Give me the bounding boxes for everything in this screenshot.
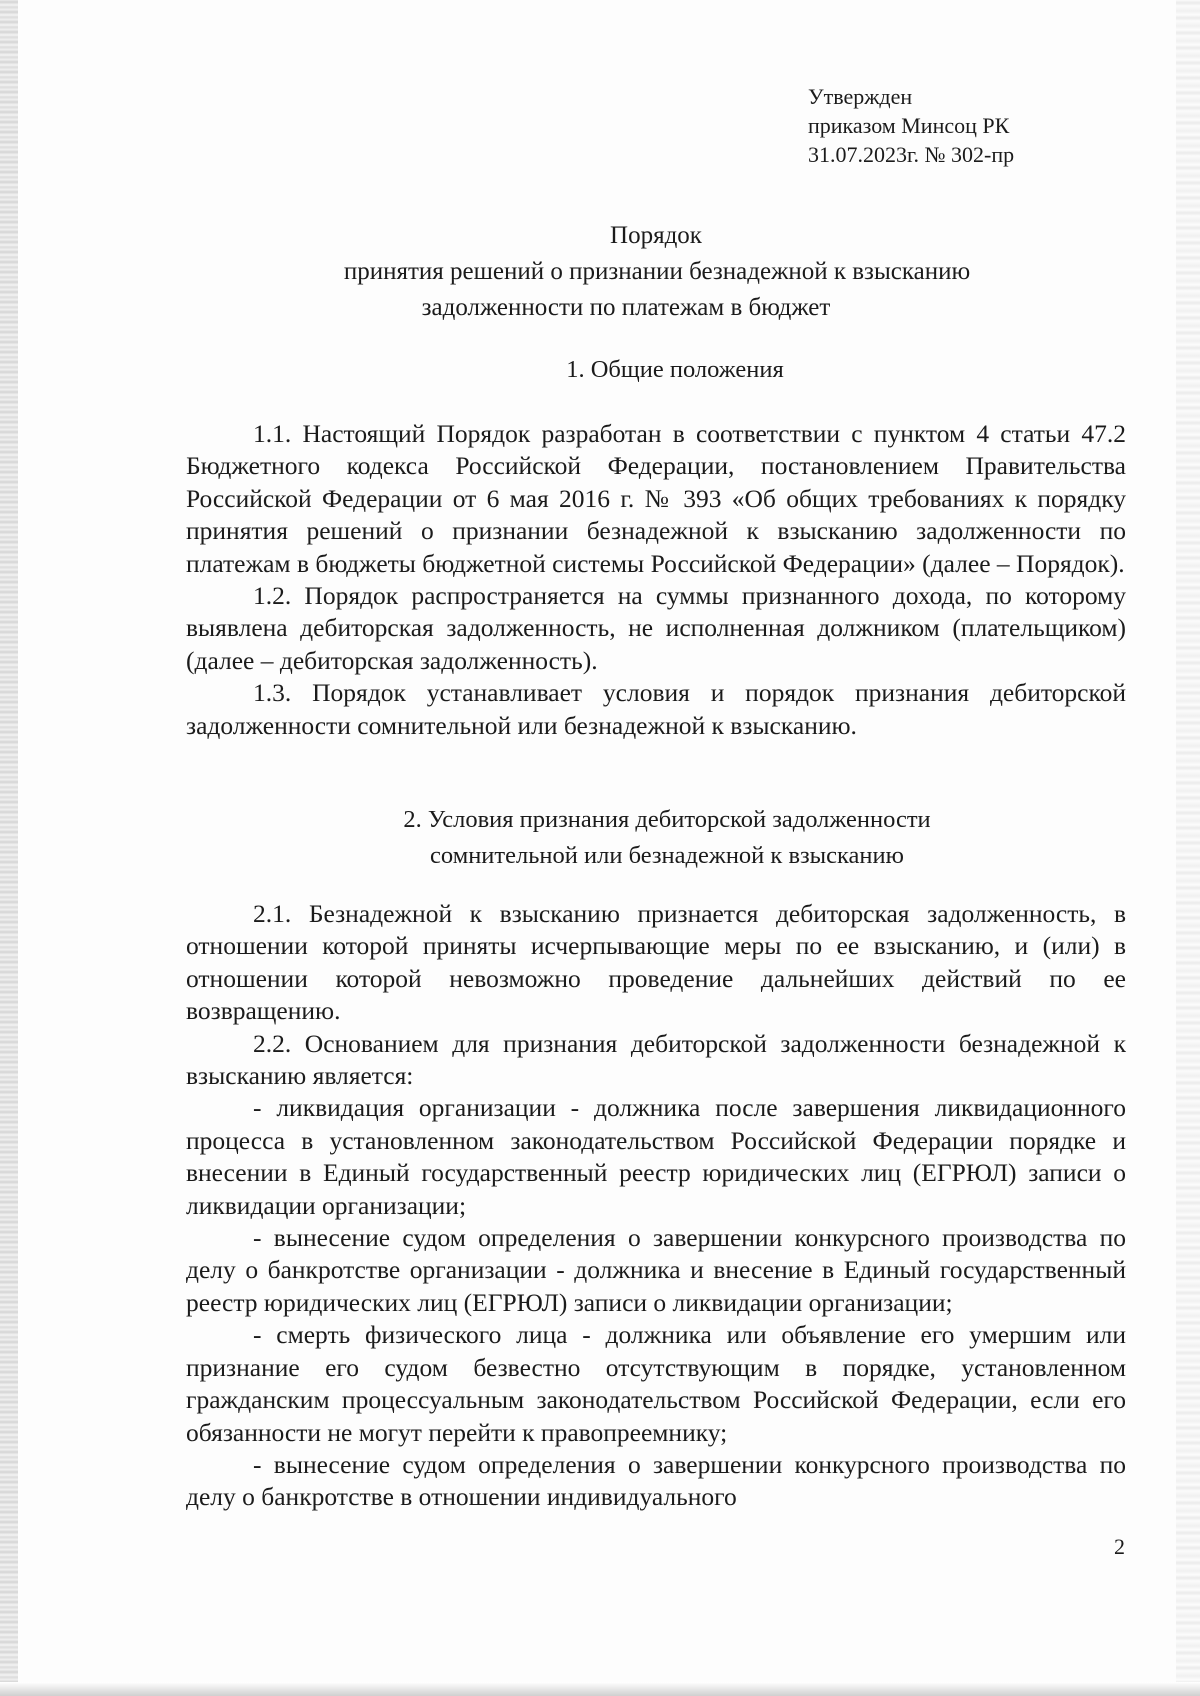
section-2-heading-line-1: 2. Условия признания дебиторской задолженности	[403, 806, 931, 833]
section-1-body	[186, 418, 1126, 742]
title-line-2: принятия решений о признании безнадежной к взысканию	[343, 258, 971, 285]
list-item-liquidation: - ликвидация организации - должника после завершения ликвидационного процесса в установленном законодательством Российской Федерации порядке и внесении в Единый государственный реестр юридических лиц (ЕГРЮЛ) записи о ликвидации организации;	[186, 1093, 1126, 1220]
paragraph-2-1: 2.1. Безнадежной к взысканию признается дебиторская задолженность, в отношении которой приняты исчерпывающие меры по ее взысканию, и (или) в отношении которой невозможно проведение дальнейших действий по ее возвращению.	[186, 899, 1126, 1026]
approval-line-1: Утвержден	[808, 84, 913, 109]
paragraph-1-1: 1.1. Настоящий Порядок разработан в соответствии с пунктом 4 статьи 47.2 Бюджетного кодекса Российской Федерации, постановлением Правительства Российской Федерации от 6 мая 2016 г. № 393 «Об общих требованиях к порядку принятия решений о признании безнадежной к взысканию задолженности по платежам в бюджеты бюджетной системы Российской Федерации» (далее – Порядок).	[186, 419, 1126, 578]
list-item-death: - смерть физического лица - должника или объявление его умершим или признание его судом безвестно отсутствующим в порядке, установленном гражданским процессуальным законодательством Российской Федерации, если его обязанности не могут перейти к правопреемнику;	[186, 1320, 1126, 1447]
approval-stamp	[808, 82, 1014, 169]
document-title	[186, 218, 1126, 326]
scan-edge-right	[1176, 0, 1200, 1696]
paragraph-2-2: 2.2. Основанием для признания дебиторской задолженности безнадежной к взысканию является:	[186, 1028, 1126, 1091]
scan-edge-bottom	[0, 1682, 1200, 1696]
section-2-heading	[186, 802, 1126, 874]
page-number: 2	[1114, 1534, 1125, 1559]
section-2-heading-line-2: сомнительной или безнадежной к взысканию	[430, 842, 904, 869]
list-item-bankruptcy-individual: - вынесение судом определения о завершении конкурсного производства по делу о банкротстве в отношении индивидуального	[186, 1449, 1126, 1512]
list-item-bankruptcy-organization: - вынесение судом определения о завершении конкурсного производства по делу о банкротстве организации - должника и внесение в Единый государственный реестр юридических лиц (ЕГРЮЛ) записи о ликвидации организации;	[186, 1223, 1126, 1317]
title-line-1: Порядок	[610, 222, 702, 249]
approval-line-2: приказом Минсоц РК	[808, 113, 1010, 138]
paragraph-1-3: 1.3. Порядок устанавливает условия и порядок признания дебиторской задолженности сомнительной или безнадежной к взысканию.	[186, 678, 1126, 740]
title-line-3: задолженности по платежам в бюджет	[421, 294, 831, 321]
section-1-heading: 1. Общие положения	[566, 356, 784, 383]
approval-line-3: 31.07.2023г. № 302-пр	[808, 142, 1015, 167]
scan-edge-left	[0, 0, 18, 1696]
section-2-body	[186, 898, 1126, 1514]
paragraph-1-2: 1.2. Порядок распространяется на суммы признанного дохода, по которому выявлена дебиторская задолженность, не исполненная должником (плательщиком) (далее – дебиторская задолженность).	[186, 581, 1126, 675]
